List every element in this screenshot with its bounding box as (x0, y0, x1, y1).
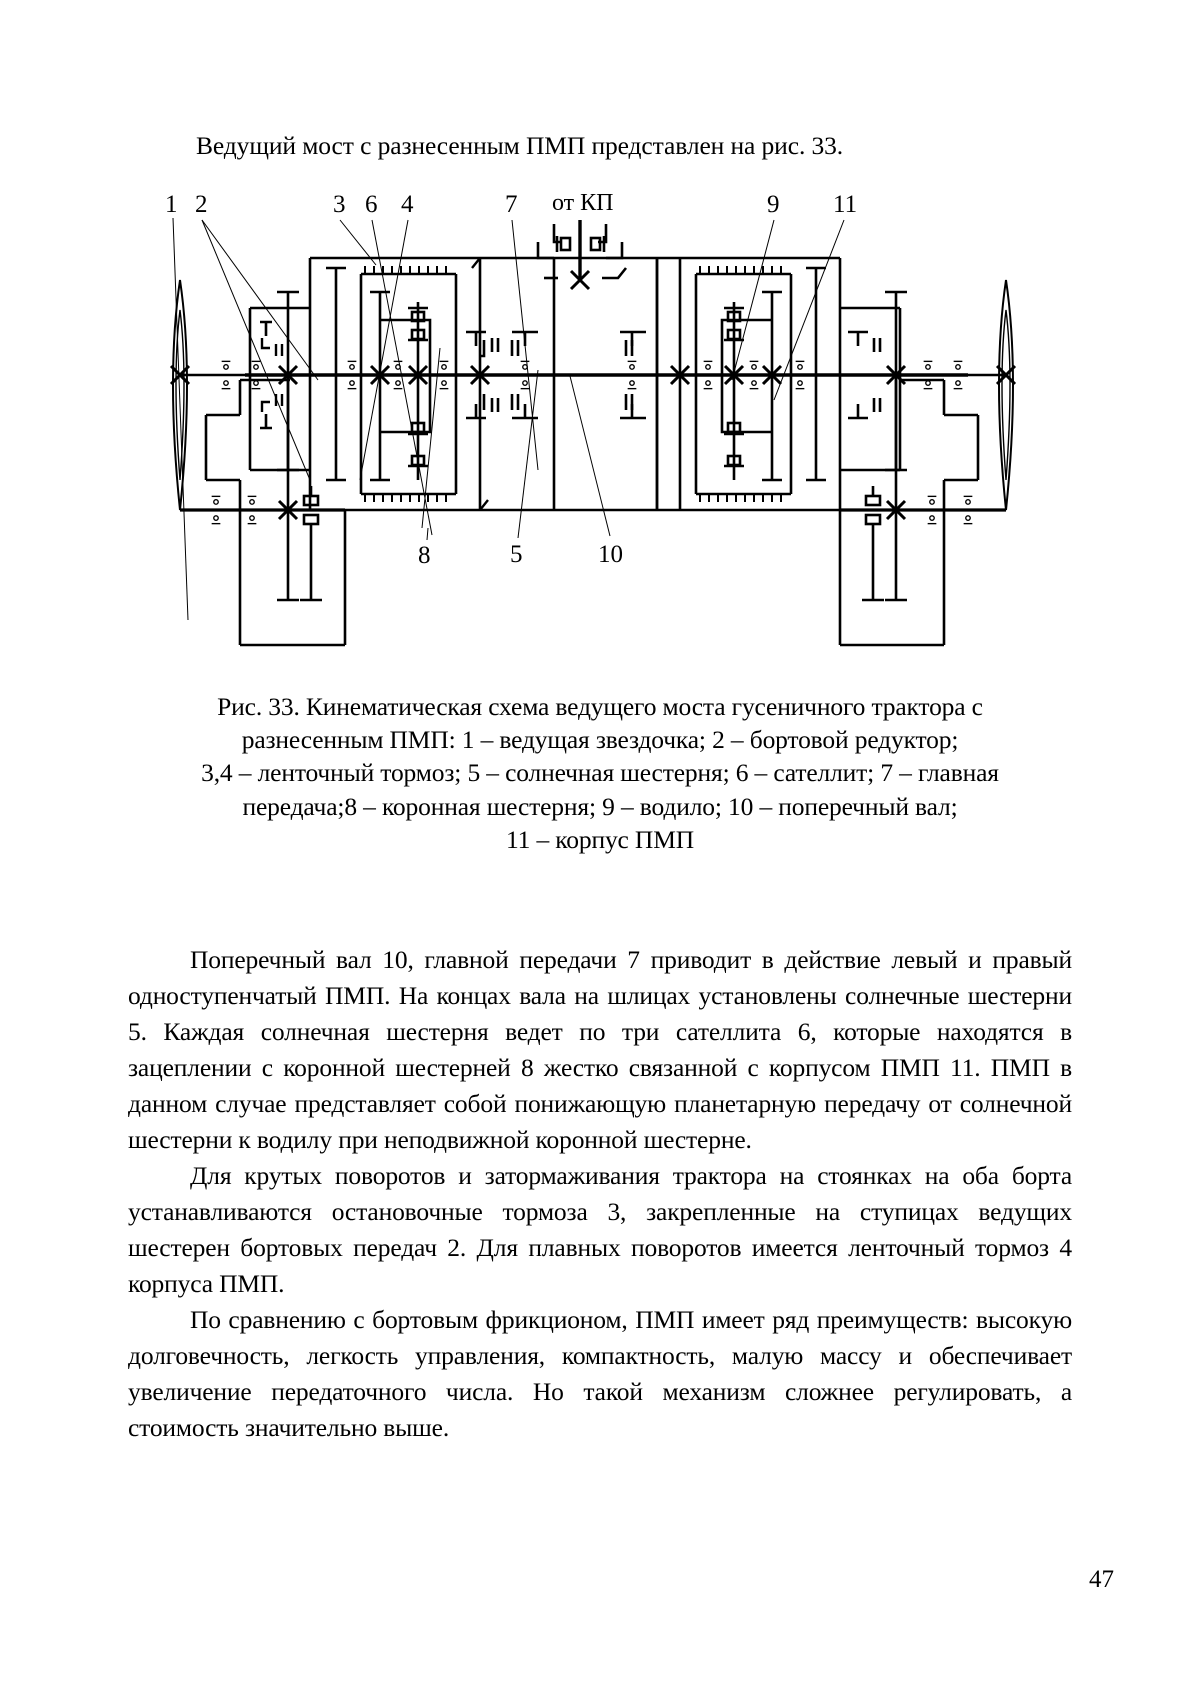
page-number: 47 (1089, 1566, 1114, 1593)
final-drive-gearset-right (885, 292, 907, 600)
callout-8: 8 (418, 542, 431, 569)
figure-caption (128, 690, 1072, 856)
caption-line-5: 11 – корпус ПМП (506, 824, 694, 854)
callout-11: 11 (833, 191, 858, 218)
callout-10: 10 (598, 541, 623, 568)
paragraph-2: Для крутых поворотов и затормаживания трактора на стоянках на оба борта устанавливаются остановочные тормоза 3, закрепленные на ступицах ведущих шестерен бортовых передач 2. Для плавных поворотов имеется ленточный тормоз 4 корпуса ПМП. (128, 1161, 1072, 1298)
paragraph-3: По сравнению с бортовым фрикционом, ПМП имеет ряд преимуществ: высокую долговечность, легкость управления, компактность, малую массу и обеспечивает увеличение передаточного числа. Но такой механизм сложнее регулировать, а стоимость значительно выше. (128, 1305, 1072, 1442)
body-text (128, 942, 1072, 1446)
lower-housing-tails (240, 510, 944, 645)
callout-labels-top (165, 190, 857, 218)
callout-labels-bottom (418, 541, 623, 569)
planetary-set-left (348, 266, 456, 502)
callout-5: 5 (510, 541, 523, 568)
caption-line-1: Рис. 33. Кинематическая схема ведущего моста гусеничного трактора с (217, 692, 983, 721)
input-label-ot-kp: от КП (552, 190, 614, 216)
paragraph-1: Поперечный вал 10, главной передачи 7 приводит в действие левый и правый одноступенчатый ПМП. На концах вала на шлицах установлены солнечные шестерни 5. Каждая солнечная шестерня ведет по три сателлита 6, которые находятся в зацеплении с коронной шестерней 8 жестко связанной с корпусом ПМП 11. ПМП в данном случае представляет собой понижающую планетарную передачу от солнечной шестерни к водилу при неподвижной коронной шестерне. (128, 945, 1072, 1154)
callout-2: 2 (195, 191, 208, 218)
satellite-6-right (724, 302, 744, 480)
callout-7: 7 (505, 191, 518, 218)
drive-sprocket-right (997, 280, 1015, 510)
caption-line-4: передача;8 – коронная шестерня; 9 – водило; 10 – поперечный вал; (242, 791, 958, 821)
figure-kinematic-scheme (140, 180, 1070, 660)
callout-1: 1 (165, 191, 178, 218)
planetary-set-right (696, 266, 804, 502)
satellite-6-left (408, 302, 428, 480)
caption-line-3: 3,4 – ленточный тормоз; 5 – солнечная шестерня; 6 – сателлит; 7 – главная (201, 758, 999, 788)
intro-paragraph: Ведущий мост с разнесенным ПМП представлен на рис. 33. (196, 131, 844, 160)
callout-9: 9 (767, 191, 780, 218)
callout-6: 6 (365, 191, 378, 218)
output-gear-right (862, 486, 884, 600)
housing-outline (206, 258, 978, 535)
callout-3: 3 (333, 191, 346, 218)
callout-4: 4 (401, 191, 414, 218)
main-gear-7 (538, 220, 626, 289)
caption-line-2: разнесенным ПМП: 1 – ведущая звездочка; 2 – бортовой редуктор; (241, 725, 959, 755)
callout-leader-lines (173, 218, 844, 620)
